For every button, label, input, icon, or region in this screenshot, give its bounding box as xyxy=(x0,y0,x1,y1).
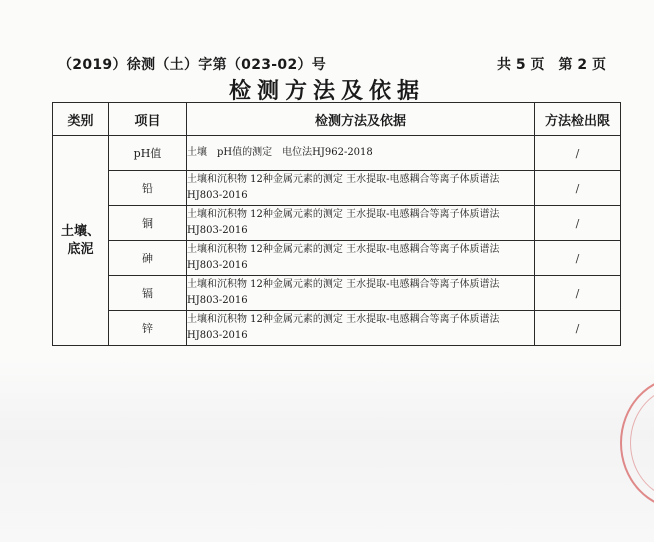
table-row xyxy=(53,241,621,276)
detection-limit-cell: / xyxy=(535,206,621,241)
item-cell: 砷 xyxy=(109,241,187,276)
page-bleed-through xyxy=(0,360,654,542)
document-number: （2019）徐测（土）字第（023-02）号 xyxy=(58,57,327,73)
page-header xyxy=(58,52,606,74)
seal-inner-ring xyxy=(630,386,654,500)
column-header-item: 项目 xyxy=(109,103,187,136)
table-header-row xyxy=(53,103,621,136)
item-cell: 铅 xyxy=(109,171,187,206)
column-header-detection-limit: 方法检出限 xyxy=(535,103,621,136)
table-row xyxy=(53,311,621,346)
column-header-method: 检测方法及依据 xyxy=(187,103,535,136)
item-cell: pH值 xyxy=(109,136,187,171)
table-row xyxy=(53,206,621,241)
item-cell: 锌 xyxy=(109,311,187,346)
method-cell: 土壤和沉积物 12种金属元素的测定 王水提取-电感耦合等离子体质谱法 HJ803-2016 xyxy=(187,311,535,346)
category-cell: 土壤、 底泥 xyxy=(53,136,109,346)
method-cell: 土壤和沉积物 12种金属元素的测定 王水提取-电感耦合等离子体质谱法 HJ803-2016 xyxy=(187,241,535,276)
detection-limit-cell: / xyxy=(535,276,621,311)
table-row xyxy=(53,171,621,206)
detection-limit-cell: / xyxy=(535,241,621,276)
item-cell: 铜 xyxy=(109,206,187,241)
page-title: 检测方法及依据 xyxy=(228,79,425,104)
item-cell: 镉 xyxy=(109,276,187,311)
table-body xyxy=(53,136,621,346)
column-header-category: 类别 xyxy=(53,103,109,136)
method-cell: 土壤和沉积物 12种金属元素的测定 王水提取-电感耦合等离子体质谱法 HJ803-2016 xyxy=(187,206,535,241)
method-cell: 土壤和沉积物 12种金属元素的测定 王水提取-电感耦合等离子体质谱法 HJ803-2016 xyxy=(187,171,535,206)
page-info: 共 5 页 第 2 页 xyxy=(497,57,606,73)
official-seal-icon xyxy=(620,376,654,510)
detection-limit-cell: / xyxy=(535,311,621,346)
detection-limit-cell: / xyxy=(535,171,621,206)
table-row xyxy=(53,276,621,311)
methods-table xyxy=(52,102,621,346)
detection-limit-cell: / xyxy=(535,136,621,171)
method-cell: 土壤 pH值的测定 电位法HJ962-2018 xyxy=(187,136,535,171)
table-row xyxy=(53,136,621,171)
method-cell: 土壤和沉积物 12种金属元素的测定 王水提取-电感耦合等离子体质谱法 HJ803-2016 xyxy=(187,276,535,311)
